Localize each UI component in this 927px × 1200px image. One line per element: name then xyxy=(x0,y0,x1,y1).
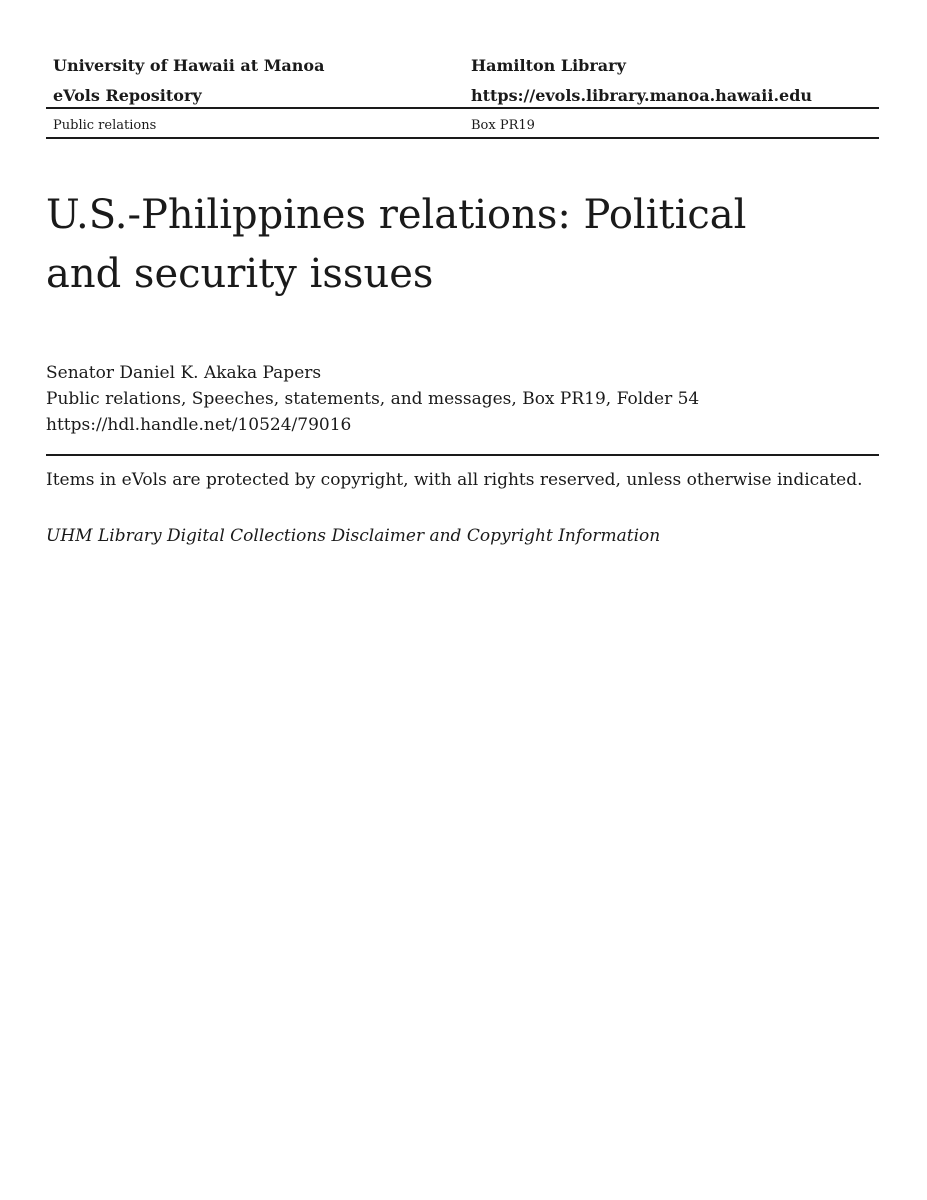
header-divider-top xyxy=(46,107,879,109)
disclaimer-link[interactable]: UHM Library Digital Collections Disclaimer and Copyright Information xyxy=(46,526,661,546)
document-metadata xyxy=(46,360,699,438)
copyright-notice: Items in eVols are protected by copyright, with all rights reserved, unless otherwise indicated. xyxy=(46,470,863,490)
metadata-divider xyxy=(46,454,879,456)
collection-name: Public relations xyxy=(53,118,157,133)
header-row-3 xyxy=(46,116,879,136)
repository-url[interactable]: https://evols.library.manoa.hawaii.edu xyxy=(471,86,813,105)
header-row-2 xyxy=(46,84,879,108)
header-divider-bottom xyxy=(46,137,879,139)
institution-name: University of Hawaii at Manoa xyxy=(53,56,325,75)
box-label: Box PR19 xyxy=(471,118,535,133)
series-location: Public relations, Speeches, statements, and messages, Box PR19, Folder 54 xyxy=(46,389,700,409)
document-title xyxy=(46,186,826,304)
repository-name: eVols Repository xyxy=(53,86,202,105)
header-row-1 xyxy=(46,54,879,78)
library-name: Hamilton Library xyxy=(471,56,626,75)
papers-name: Senator Daniel K. Akaka Papers xyxy=(46,363,322,383)
title-line-1: U.S.-Philippines relations: Political xyxy=(46,192,747,238)
title-line-2: and security issues xyxy=(46,251,434,297)
handle-link[interactable]: https://hdl.handle.net/10524/79016 xyxy=(46,415,352,435)
